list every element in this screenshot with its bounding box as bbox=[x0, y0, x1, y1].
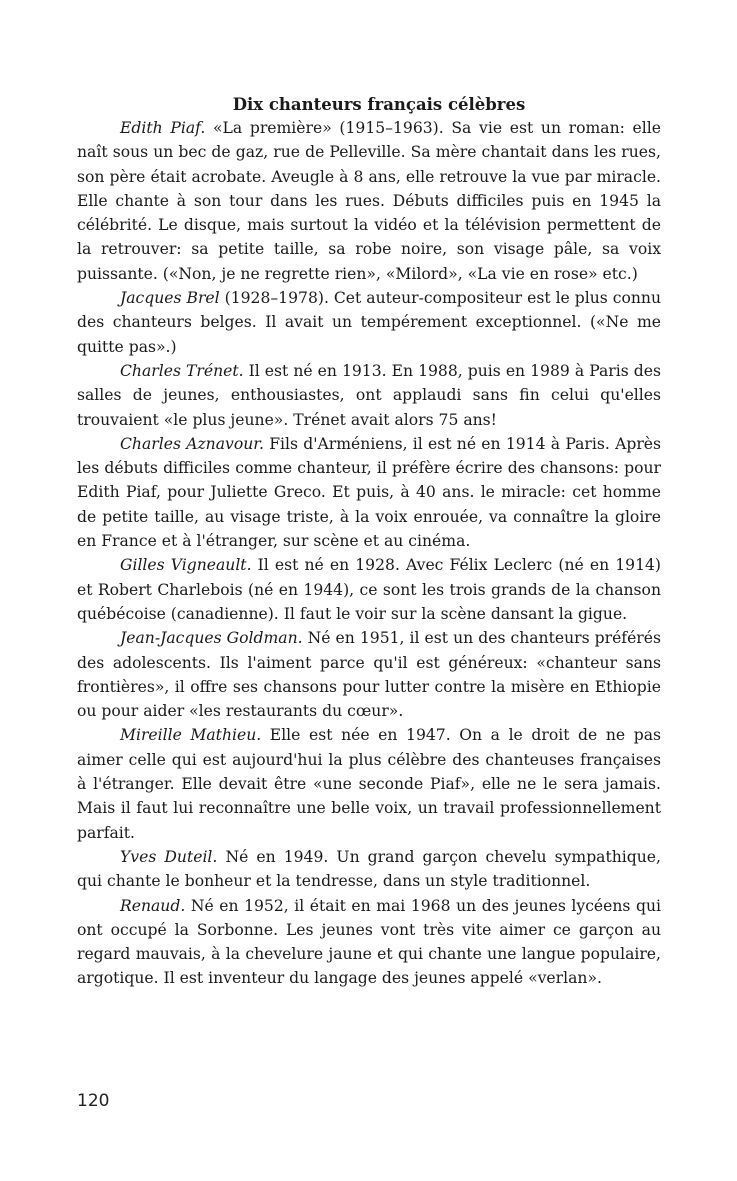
singer-name: Charles Trénet. bbox=[120, 361, 244, 380]
paragraph-edith-piaf bbox=[77, 116, 661, 286]
singer-name: Jacques Brel bbox=[120, 289, 220, 308]
singer-text: Fils d'Arméniens, il est né en 1914 à Paris. Après les débuts difficiles comme chanteur, il préfère écrire des chansons: pour Edith Piaf, pour Juliette Greco. Et puis, à 40 ans. le miracle: cet homme de petite taille, au visage triste, à la voix enrouée, va connaître la gloire en France et à l'étranger, sur scène et au cinéma. bbox=[77, 434, 662, 551]
page-body bbox=[77, 94, 661, 991]
paragraph-gilles-vigneault bbox=[77, 553, 661, 626]
singer-name: Mireille Mathieu. bbox=[120, 726, 262, 745]
singer-name: Yves Duteil. bbox=[120, 847, 218, 866]
paragraph-charles-aznavour bbox=[77, 432, 661, 553]
paragraph-charles-trenet bbox=[77, 359, 661, 432]
singer-name: Jean-Jacques Goldman. bbox=[120, 629, 303, 648]
singer-text: Né en 1951, il est un des chanteurs préférés des adolescents. Ils l'aiment parce qu'il est généreux: «chanteur sans frontières», il offre ses chansons pour lutter contre la misère en Ethiopie ou pour aider «les restaurants du cœur». bbox=[77, 629, 661, 721]
singer-text: Il est né en 1913. En 1988, puis en 1989 à Paris des salles de jeunes, enthousiastes, ont applaudi sans fin celui qu'elles trouvaient «le plus jeune». Trénet avait alors 75 ans! bbox=[77, 361, 661, 429]
paragraph-renaud bbox=[77, 894, 661, 991]
singer-name: Edith Piaf. bbox=[120, 119, 206, 137]
paragraph-jean-jacques-goldman bbox=[77, 626, 661, 723]
singer-name: Charles Aznavour. bbox=[120, 434, 264, 453]
singer-name: Renaud. bbox=[120, 896, 186, 915]
paragraph-jacques-brel bbox=[77, 286, 661, 359]
singer-text: Né en 1949. Un grand garçon chevelu sympathique, qui chante le bonheur et la tendresse, dans un style traditionnel. bbox=[77, 847, 661, 891]
singer-name: Gilles Vigneault. bbox=[120, 556, 252, 575]
paragraph-mireille-mathieu bbox=[77, 723, 661, 844]
page-number: 120 bbox=[77, 1091, 110, 1111]
singer-text: «La première» (1915–1963). Sa vie est un roman: elle naît sous un bec de gaz, rue de Pelleville. Sa mère chantait dans les rues, son père était acrobate. Aveugle à 8 ans, elle retrouve la vue par miracle. Elle chante à son tour dans les rues. Débuts difficiles puis en 1945 la célébrité. Le disque, mais surtout la vidéo et la télévision permettent de la retrouver: sa petite taille, sa robe noire, son visage pâle, sa voix puissante. («Non, je ne regrette rien», «Milord», «La vie en rose» etc.) bbox=[77, 119, 661, 283]
singer-text: (1928–1978). Cet auteur-compositeur est le plus connu des chanteurs belges. Il avait un tempérement exceptionnel. («Ne me quitte pas».) bbox=[77, 289, 661, 356]
singer-text: Elle est née en 1947. On a le droit de ne pas aimer celle qui est aujourd'hui la plus célèbre des chanteuses françaises à l'étranger. Elle devait être «une seconde Piaf», elle ne le sera jamais. Mais il faut lui reconnaître une belle voix, un travail professionnellement parfait. bbox=[77, 726, 661, 842]
paragraph-yves-duteil bbox=[77, 845, 661, 894]
page-title: Dix chanteurs français célèbres bbox=[232, 95, 526, 114]
singer-text: Né en 1952, il était en mai 1968 un des jeunes lycéens qui ont occupé la Sorbonne. Les jeunes vont très vite aimer ce garçon au regard mauvais, à la chevelure jaune et qui chante une langue populaire, argotique. Il est inventeur du langage des jeunes appelé «verlan». bbox=[77, 896, 661, 988]
singer-text: Il est né en 1928. Avec Félix Leclerc (né en 1914) et Robert Charlebois (né en 1944), ce sont les trois grands de la chanson québécoise (canadienne). Il faut le voir sur la scène dansant la gigue. bbox=[77, 556, 661, 623]
